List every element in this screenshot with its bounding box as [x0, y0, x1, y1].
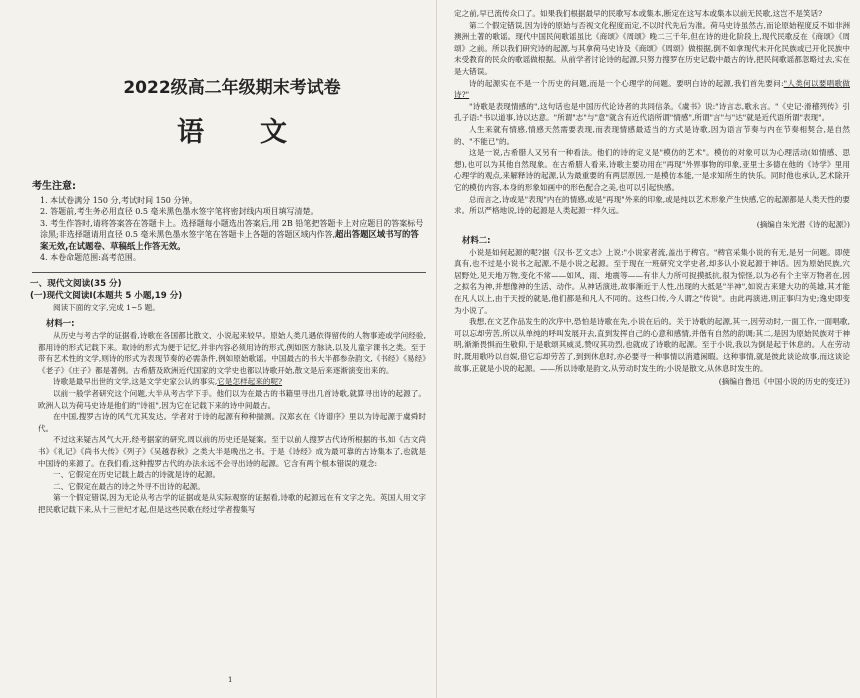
paragraph: 诗歌是最早出世的文学,这是文学史家公认的事实,它是怎样起来的呢? [53, 377, 283, 387]
notice-item: 1. 本试卷满分 150 分,考试时间 150 分钟。 [40, 196, 198, 205]
paragraph: 以前一般学者研究这个问题,大半从考古学下手。他们以为在最古的书籍里寻出几首诗歌,就算寻出诗的起源了。欧洲人以为荷马史诗是他们的"诗祖",因为它在记载下来的诗中间最古。 [38, 389, 426, 410]
underlined-question: 它是怎样起来的呢? [217, 377, 283, 387]
paragraph: 小说是如何起源的呢?据《汉书·艺文志》上说:"小说家者流,盖出于稗官。"稗官采集小说的有无,是另一问题。即使真有,也不过是小说书之起源,不是小说之起源。至于现在一班研究文学史者,却多认小说起源于神话。因为原始民族,穴居野处,见天地万物,变化不常——如风、雨、地震等——有非人力所可捉摸抵抗,很为惊怪,以为必有个主宰万物者在,因之拟名为神,并想像神的生活、动作。从神话演进,故事渐近于人性,出现的大抵是"半神",如说古来建大功的英雄,其才能在凡人以上,由于天授的就是,他们都是和凡人不同的。这些口传,今人谓之"传说"。由此再演进,则正事归为史;逸史即变为小说了。 [454, 247, 850, 315]
material1-label: 材料一: [46, 318, 75, 329]
section-heading: 一、现代文阅读(35 分) [30, 279, 122, 290]
notice-list [38, 195, 426, 263]
paragraph: 第二个假定错误,因为诗的原始与否视文化程度而定,不以时代先后为准。荷马史诗虽然古,而论原始程度反不如非洲澳洲土著的歌谣。现代中国民间歌谣虽比《商颂》《周颂》晚二三千年,但在诗的进化阶段上,现代民歌反在《商颂》《周颂》之前。所以我们研究诗的起源,与其拿荷马史诗及《商颂》《周颂》做根据,倒不如拿现代未开化民族或已开化民族中未受教育的民众的歌谣做根据。从前学者讨论诗的起源,只努力搜罗在历史记载中最古的诗,把民间歌谣都忽略过去,实在是大错误。 [454, 20, 850, 76]
material2-label: 材料二: [462, 234, 491, 245]
paragraph: 二、它假定在最古的诗之外寻不出诗的起源。 [53, 481, 205, 491]
instruction: 阅读下面的文字,完成 1~5 题。 [53, 303, 160, 313]
paragraph: 定之前,早已流传众口了。如果我们根据最早的民歌写本或集本,断定在这写本或集本以前无民歌,这岂不是笑话? [454, 9, 823, 18]
notice-bold-warning: 超出答题区域书写的答案无效,在试题卷、草稿纸上作答无效。 [40, 229, 419, 251]
notice-heading: 考生注意: [32, 181, 76, 192]
subsection-heading: (一)现代文阅读Ⅰ(本题共 5 小题,19 分) [30, 291, 183, 302]
paragraph: 这是一说,古希腊人又另有一种看法。他们的诗的定义是"模仿的艺术"。模仿的对象可以为心理活动(如情感、思想),也可以为其他自然现象。在古希腊人看来,诗歌主要功用在"再现"外界事物的印象,亚里士多德在他的《诗学》里用心理学的观点,来解释诗的起源,认为最重要的有两层原因,一是模仿本能,一是求知所生的快乐。同时他也承认,艺术除开它的模仿内容,本身的形象如画中的形色配合之美,也可以引起快感。 [454, 148, 850, 192]
subject-title: 语文 [177, 117, 343, 148]
notice-item: 2. 答题前,考生务必用直径 0.5 毫米黑色墨水签字笔将密封线内项目填写清楚。 [40, 207, 319, 217]
source-citation: (摘编自朱光潜《诗的起源》) [756, 219, 850, 229]
paragraph: 一、它假定在历史记载上最古的诗就是诗的起源。 [53, 470, 221, 480]
paragraph: "诗歌是表现情感的",这句话也是中国历代论诗者的共同信条。《虞书》说:"诗言志,歌永言。"《史记·滑稽列传》引孔子语:"书以道事,诗以达意。"所谓"志"与"意"就含有近代语所谓"情感",所谓"言"与"达"就是近代语所谓"表现"。 [454, 101, 850, 123]
notice-rule [32, 272, 426, 273]
paragraph: 第一个假定错误,因为无论从考古学的证据或是从实际观察的证据看,诗歌的起源远在有文字之先。英国人用文字把民歌记载下来,从十三世纪才起,但是这些民歌在经过学者搜集写 [38, 493, 426, 514]
notice-item: 4. 本卷命题范围:高考范围。 [40, 253, 141, 263]
paragraph: 从历史与考古学的证据看,诗歌在各国都比散文、小说起来较早。原始人类几遇依得留传的人物事迹或学问经验,都用诗的形式记载下来。取诗的形式为便于记忆,并非内容必须用诗的形式,例如医方脉诀,以及儿童字课书之类。至于带有艺术性的文学,则诗的形式为表现节奏的必需条件,例如原始歌谣。中国最古的书大半都参杂韵文,《书经》《易经》《老子》《庄子》都是著例。古希腊及欧洲近代国家的文学史也都以诗歌开始,散文是后来逐渐演变出来的。 [38, 331, 426, 375]
paragraph: 我想,在文艺作品发生的次序中,恐怕是诗歌在先,小说在后的。关于诗歌的起源,其一,因劳动时,一面工作,一面唱歌,可以忘却劳苦,所以从单纯的呼叫发展开去,直到发挥自己的心意和感情,并偕有自然的韵调;其二,是因为原始民族对于神明,渐渐畏惧而生敬仰,于是歌颂其威灵,赞叹其功烈,也就成了诗歌的起源。至于小说,我以为倒是起于休息的。人在劳动时,既用歌吟以自娱,借它忘却劳苦了,到到休息时,亦必要寻一种事情以消遣闲暇。这种事情,就是彼此谈论故事,而这谈论故事,正就是小说的起源。——所以诗歌是韵文,从劳动时发生的;小说是散文,从休息时发生的。 [454, 317, 850, 373]
underlined-question: "人类何以要唱歌做诗?" [454, 78, 850, 100]
exam-title: 2022级高二年级期末考试卷 [123, 78, 341, 98]
right-page [436, 0, 860, 698]
paragraph: 诗的起源实在不是一个历史的问题,而是一个心理学的问题。要明白诗的起源,我们首先要问:"人类何以要唱歌做诗?" [454, 78, 850, 100]
paragraph: 在中国,搜罗古诗的风气尤其发达。学者对于诗的起源有种种揣测。汉郑玄在《诗谱序》里以为诗起源于虞舜时代。 [38, 412, 426, 433]
source-citation: (摘编自鲁迅《中国小说的历史的变迁》) [718, 377, 850, 387]
paragraph: 不过这来疑古风气大开,经考据家的研究,周以前的历史还是疑案。至于以前人搜罗古代诗所根据的书,如《古文尚书》《礼记》《尚书大传》《列子》《吴越春秋》之类大半是晚出之书。于是《诗经》成为最可靠的古诗集本了,也就是中国诗的来源了。在我们看,这种搜罗古代的办法永远不会寻出诗的起源。它含有两个根本错误的观念: [38, 435, 426, 468]
paragraph: 总而言之,诗或是"表现"内在的情感,或是"再现"外来的印象,或是纯以艺术形象产生快感,它的起源都是人类天性的要求。所以严格地说,诗的起源是人类起源一样久远。 [454, 194, 850, 216]
paragraph: 人生来就有情感,情感天然需要表现,而表现情感最适当的方式是诗歌,因为语言节奏与内在节奏相契合,是自然的、"不能已"的。 [454, 124, 850, 146]
notice-item: 3. 考生作答时,请将答案答在答题卡上。选择题每小题选出答案后,用 2B 铅笔把答题卡上对应题目的答案标号涂黑;非选择题请用直径 0.5 毫米黑色墨水签字笔在答题卡上各题的答题区域内作答,超出答题区域书写的答案无效,在试题卷、草稿纸上作答无效。 [40, 218, 424, 251]
page-number: 1 [228, 676, 233, 684]
